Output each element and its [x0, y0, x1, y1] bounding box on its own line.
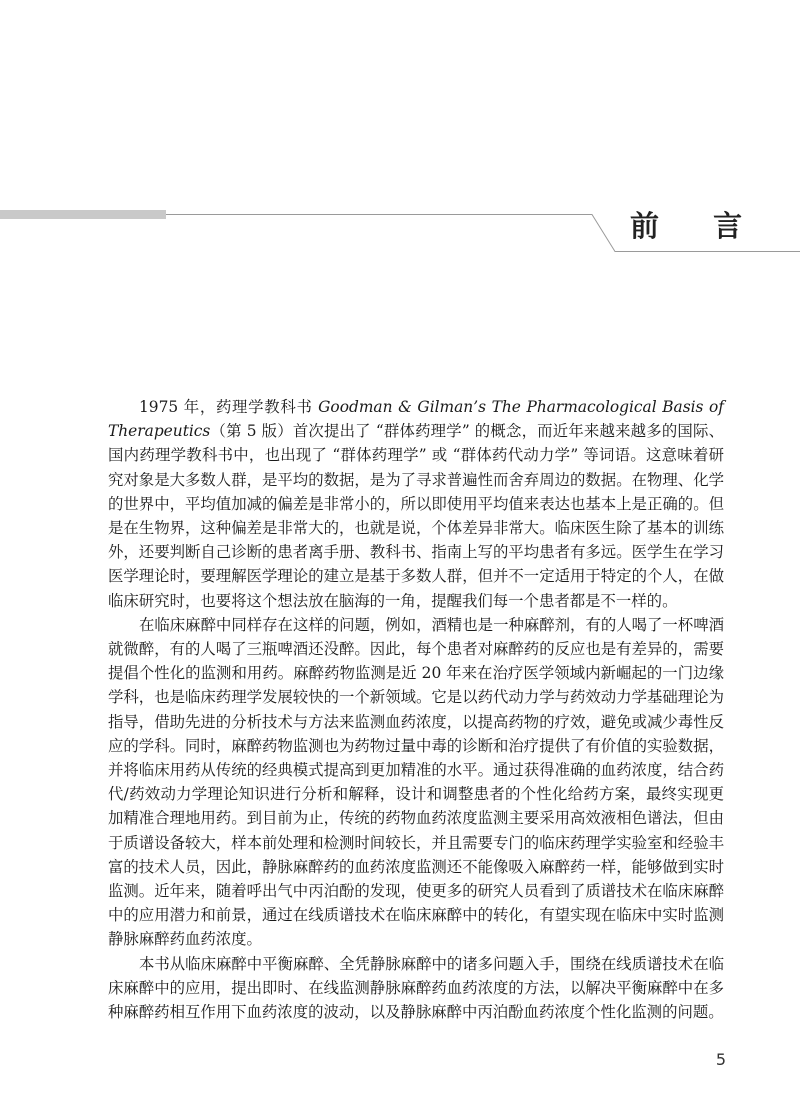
- preface-body: [108, 395, 724, 1024]
- chapter-title: 前 言: [630, 209, 765, 243]
- paragraph-1-rest: （第 5 版）首次提出了 “群体药理学” 的概念，而近年来越来越多的国际、国内药理学教科书中，也出现了 “群体药理学” 或 “群体药代动力学” 等词语。这意味着研究对象是大多数人群，是平均的数据，是为了寻求普遍性而舍弃周边的数据。在物理、化学的世界中，平均值加减的偏差是非常小的，所以即使用平均值来表达也基本上是正确的。但是在生物界，这种偏差是非常大的，也就是说，个体差异非常大。临床医生除了基本的训练外，还要判断自己诊断的患者离手册、教科书、指南上写的平均患者有多远。医学生在学习医学理论时，要理解医学理论的建立是基于多数人群，但并不一定适用于特定的个人，在做临床研究时，也要将这个想法放在脑海的一角，提醒我们每一个患者都是不一样的。: [108, 422, 724, 610]
- page-number: 5: [715, 1050, 726, 1069]
- paragraph-1: [108, 395, 724, 613]
- header-rule: [166, 214, 590, 215]
- paragraph-3: 本书从临床麻醉中平衡麻醉、全凭静脉麻醉中的诸多问题入手，围绕在线质谱技术在临床麻醉中的应用，提出即时、在线监测静脉麻醉药血药浓度的方法，以解决平衡麻醉中在多种麻醉药相互作用下血药浓度的波动，以及静脉麻醉中丙泊酚血药浓度个性化监测的问题。: [108, 954, 724, 1022]
- paragraph-1-lead: 1975 年，药理学教科书: [139, 398, 319, 416]
- book-title-italic: Goodman & Gilman’s The Pharmacological Basis of Therapeutics: [108, 398, 724, 441]
- paragraph-2: 在临床麻醉中同样存在这样的问题，例如，酒精也是一种麻醉剂，有的人喝了一杯啤酒就微醉，有的人喝了三瓶啤酒还没醉。因此，每个患者对麻醉药的反应也是有差异的，需要提倡个性化的监测和用药。麻醉药物监测是近 20 年来在治疗医学领域内新崛起的一门边缘学科，也是临床药理学发展较快的一个新领域。它是以药代动力学与药效动力学基础理论为指导，借助先进的分析技术与方法来监测血药浓度，以提高药物的疗效，避免或减少毒性反应的学科。同时，麻醉药物监测也为药物过量中毒的诊断和治疗提供了有价值的实验数据，并将临床用药从传统的经典模式提高到更加精准的水平。通过获得准确的血药浓度，结合药代/药效动力学理论知识进行分析和解释，设计和调整患者的个性化给药方案，最终实现更加精准合理地用药。到目前为止，传统的药物血药浓度监测主要采用高效液相色谱法，但由于质谱设备较大，样本前处理和检测时间较长，并且需要专门的临床药理学实验室和经验丰富的技术人员，因此，静脉麻醉药的血药浓度监测还不能像吸入麻醉药一样，能够做到实时监测。近年来，随着呼出气中丙泊酚的发现，使更多的研究人员看到了质谱技术在临床麻醉中的应用潜力和前景，通过在线质谱技术在临床麻醉中的转化，有望实现在临床中实时监测静脉麻醉药血药浓度。: [108, 615, 724, 949]
- header-gray-bar: [0, 210, 166, 219]
